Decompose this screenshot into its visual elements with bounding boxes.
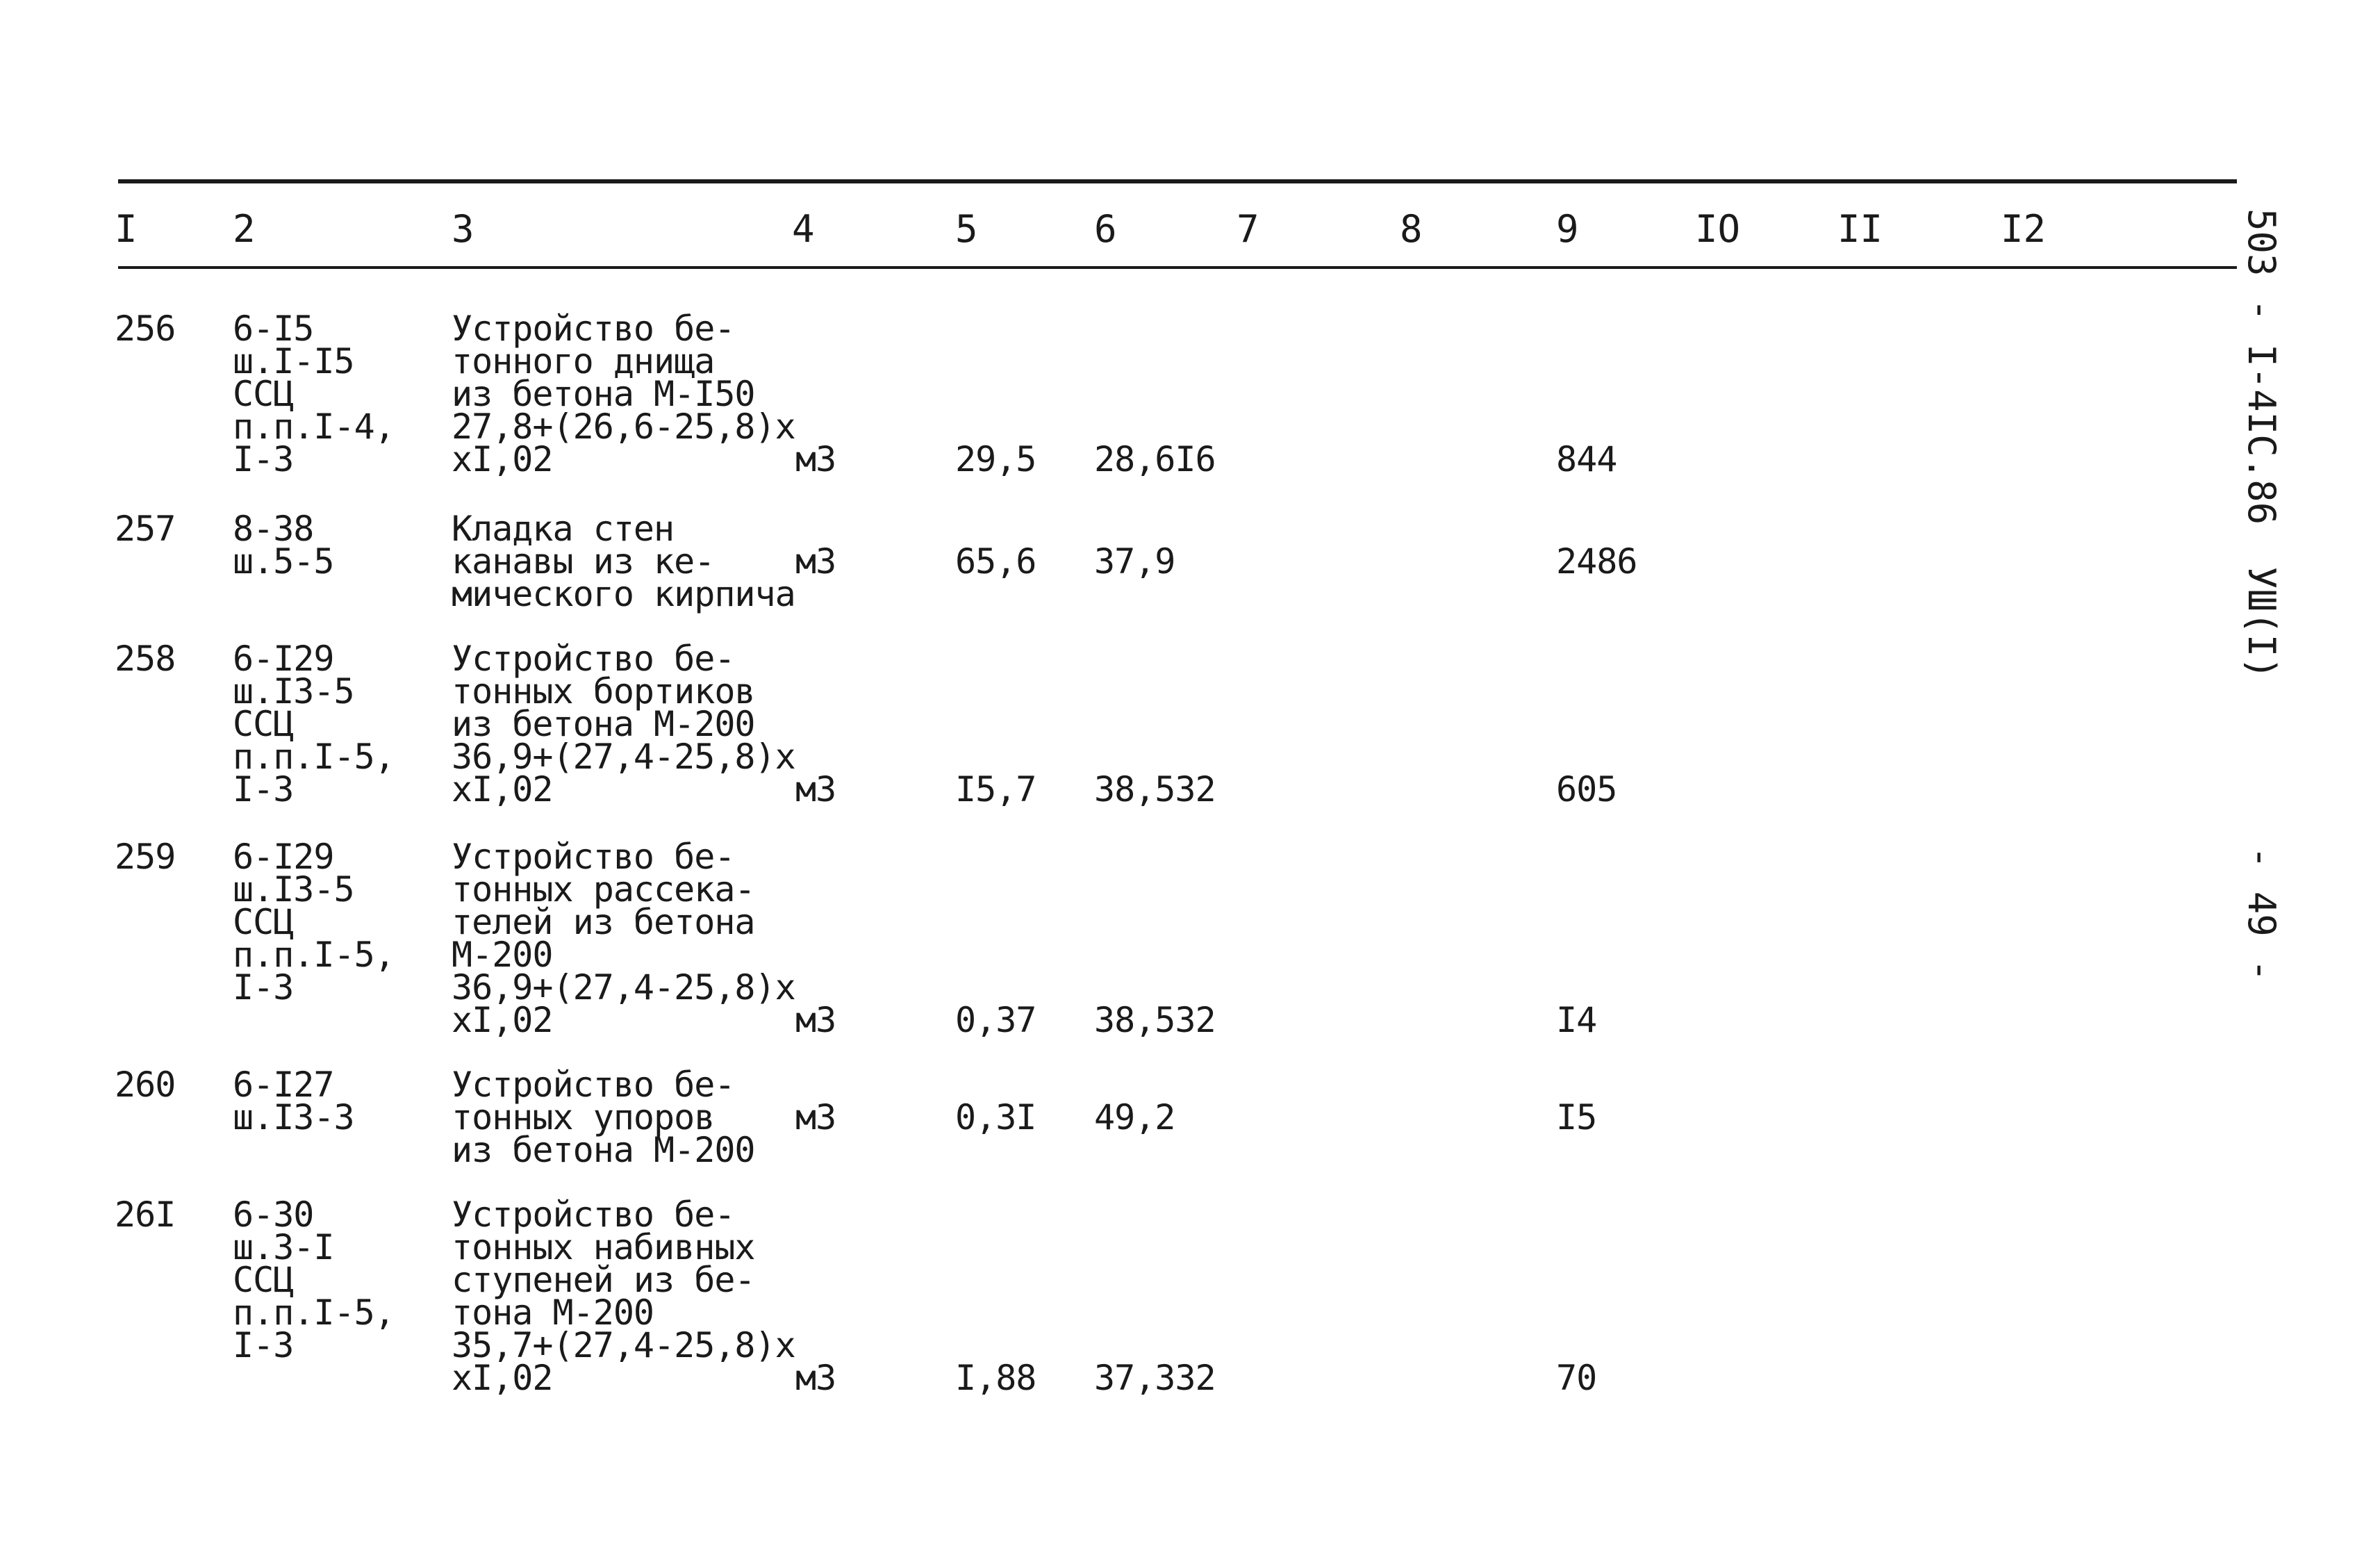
row-description: Устройство бе- тонных упоров из бетона М-200 xyxy=(452,1065,755,1170)
column-header: 5 xyxy=(955,207,978,251)
row-quantity: 65,6 xyxy=(955,541,1036,582)
column-header: I2 xyxy=(2001,207,2047,251)
row-description: Устройство бе- тонных рассека- телей из бетона М-200 36,9+(27,4-25,8)х хI,02 xyxy=(452,837,795,1040)
row-unit: м3 xyxy=(795,1358,836,1398)
header-rule xyxy=(118,266,2237,269)
row-quantity: 0,3I xyxy=(955,1097,1036,1138)
row-quantity: I5,7 xyxy=(955,769,1036,810)
row-total: 605 xyxy=(1556,769,1617,810)
row-description: Устройство бе- тонного днища из бетона М-I50 27,8+(26,6-25,8)х хI,02 xyxy=(452,309,795,479)
row-price: 49,2 xyxy=(1094,1097,1175,1138)
row-code: 6-30 ш.3-I ССЦ п.п.I-5, I-3 xyxy=(233,1194,395,1365)
row-total: 2486 xyxy=(1556,541,1637,582)
column-header: I xyxy=(115,207,138,251)
row-number: 256 xyxy=(115,309,176,349)
row-number: 257 xyxy=(115,509,176,549)
row-code: 6-I5 ш.I-I5 ССЦ п.п.I-4, I-3 xyxy=(233,309,395,479)
row-code: 8-38 ш.5-5 xyxy=(233,509,334,582)
side-label-code: 503 - I-4IC.86 xyxy=(2240,208,2283,525)
side-label xyxy=(2240,208,2282,982)
row-price: 38,532 xyxy=(1094,1000,1216,1040)
row-unit: м3 xyxy=(795,541,836,582)
row-total: 844 xyxy=(1556,439,1617,479)
column-header: II xyxy=(1837,207,1883,251)
row-total: 70 xyxy=(1556,1358,1597,1398)
row-total: I4 xyxy=(1556,1000,1597,1040)
row-unit: м3 xyxy=(795,1097,836,1138)
side-label-page-number: - 49 - xyxy=(2240,846,2283,982)
row-description: Устройство бе- тонных набивных ступеней из бе- тона М-200 35,7+(27,4-25,8)х хI,02 xyxy=(452,1194,795,1398)
row-code: 6-I29 ш.I3-5 ССЦ п.п.I-5, I-3 xyxy=(233,639,395,810)
row-price: 28,6I6 xyxy=(1094,439,1216,479)
row-unit: м3 xyxy=(795,769,836,810)
column-header: 7 xyxy=(1237,207,1259,251)
row-number: 259 xyxy=(115,837,176,877)
row-price: 37,9 xyxy=(1094,541,1175,582)
top-rule xyxy=(118,179,2237,183)
column-header: 9 xyxy=(1556,207,1579,251)
side-label-album: УШ(I) xyxy=(2240,566,2283,680)
row-number: 26I xyxy=(115,1194,176,1235)
row-number: 258 xyxy=(115,639,176,679)
column-header: 2 xyxy=(233,207,256,251)
row-description: Устройство бе- тонных бортиков из бетона М-200 36,9+(27,4-25,8)х хI,02 xyxy=(452,639,795,810)
row-price: 38,532 xyxy=(1094,769,1216,810)
row-total: I5 xyxy=(1556,1097,1597,1138)
row-unit: м3 xyxy=(795,1000,836,1040)
column-header: 3 xyxy=(452,207,474,251)
row-price: 37,332 xyxy=(1094,1358,1216,1398)
column-header: 6 xyxy=(1094,207,1117,251)
row-quantity: 29,5 xyxy=(955,439,1036,479)
row-code: 6-I27 ш.I3-3 xyxy=(233,1065,354,1138)
row-quantity: I,88 xyxy=(955,1358,1036,1398)
row-quantity: 0,37 xyxy=(955,1000,1036,1040)
column-header: IO xyxy=(1695,207,1741,251)
column-header: 8 xyxy=(1400,207,1423,251)
row-unit: м3 xyxy=(795,439,836,479)
row-description: Кладка стен канавы из ке- мического кирпича xyxy=(452,509,795,614)
row-code: 6-I29 ш.I3-5 ССЦ п.п.I-5, I-3 xyxy=(233,837,395,1008)
row-number: 260 xyxy=(115,1065,176,1105)
column-header: 4 xyxy=(792,207,815,251)
